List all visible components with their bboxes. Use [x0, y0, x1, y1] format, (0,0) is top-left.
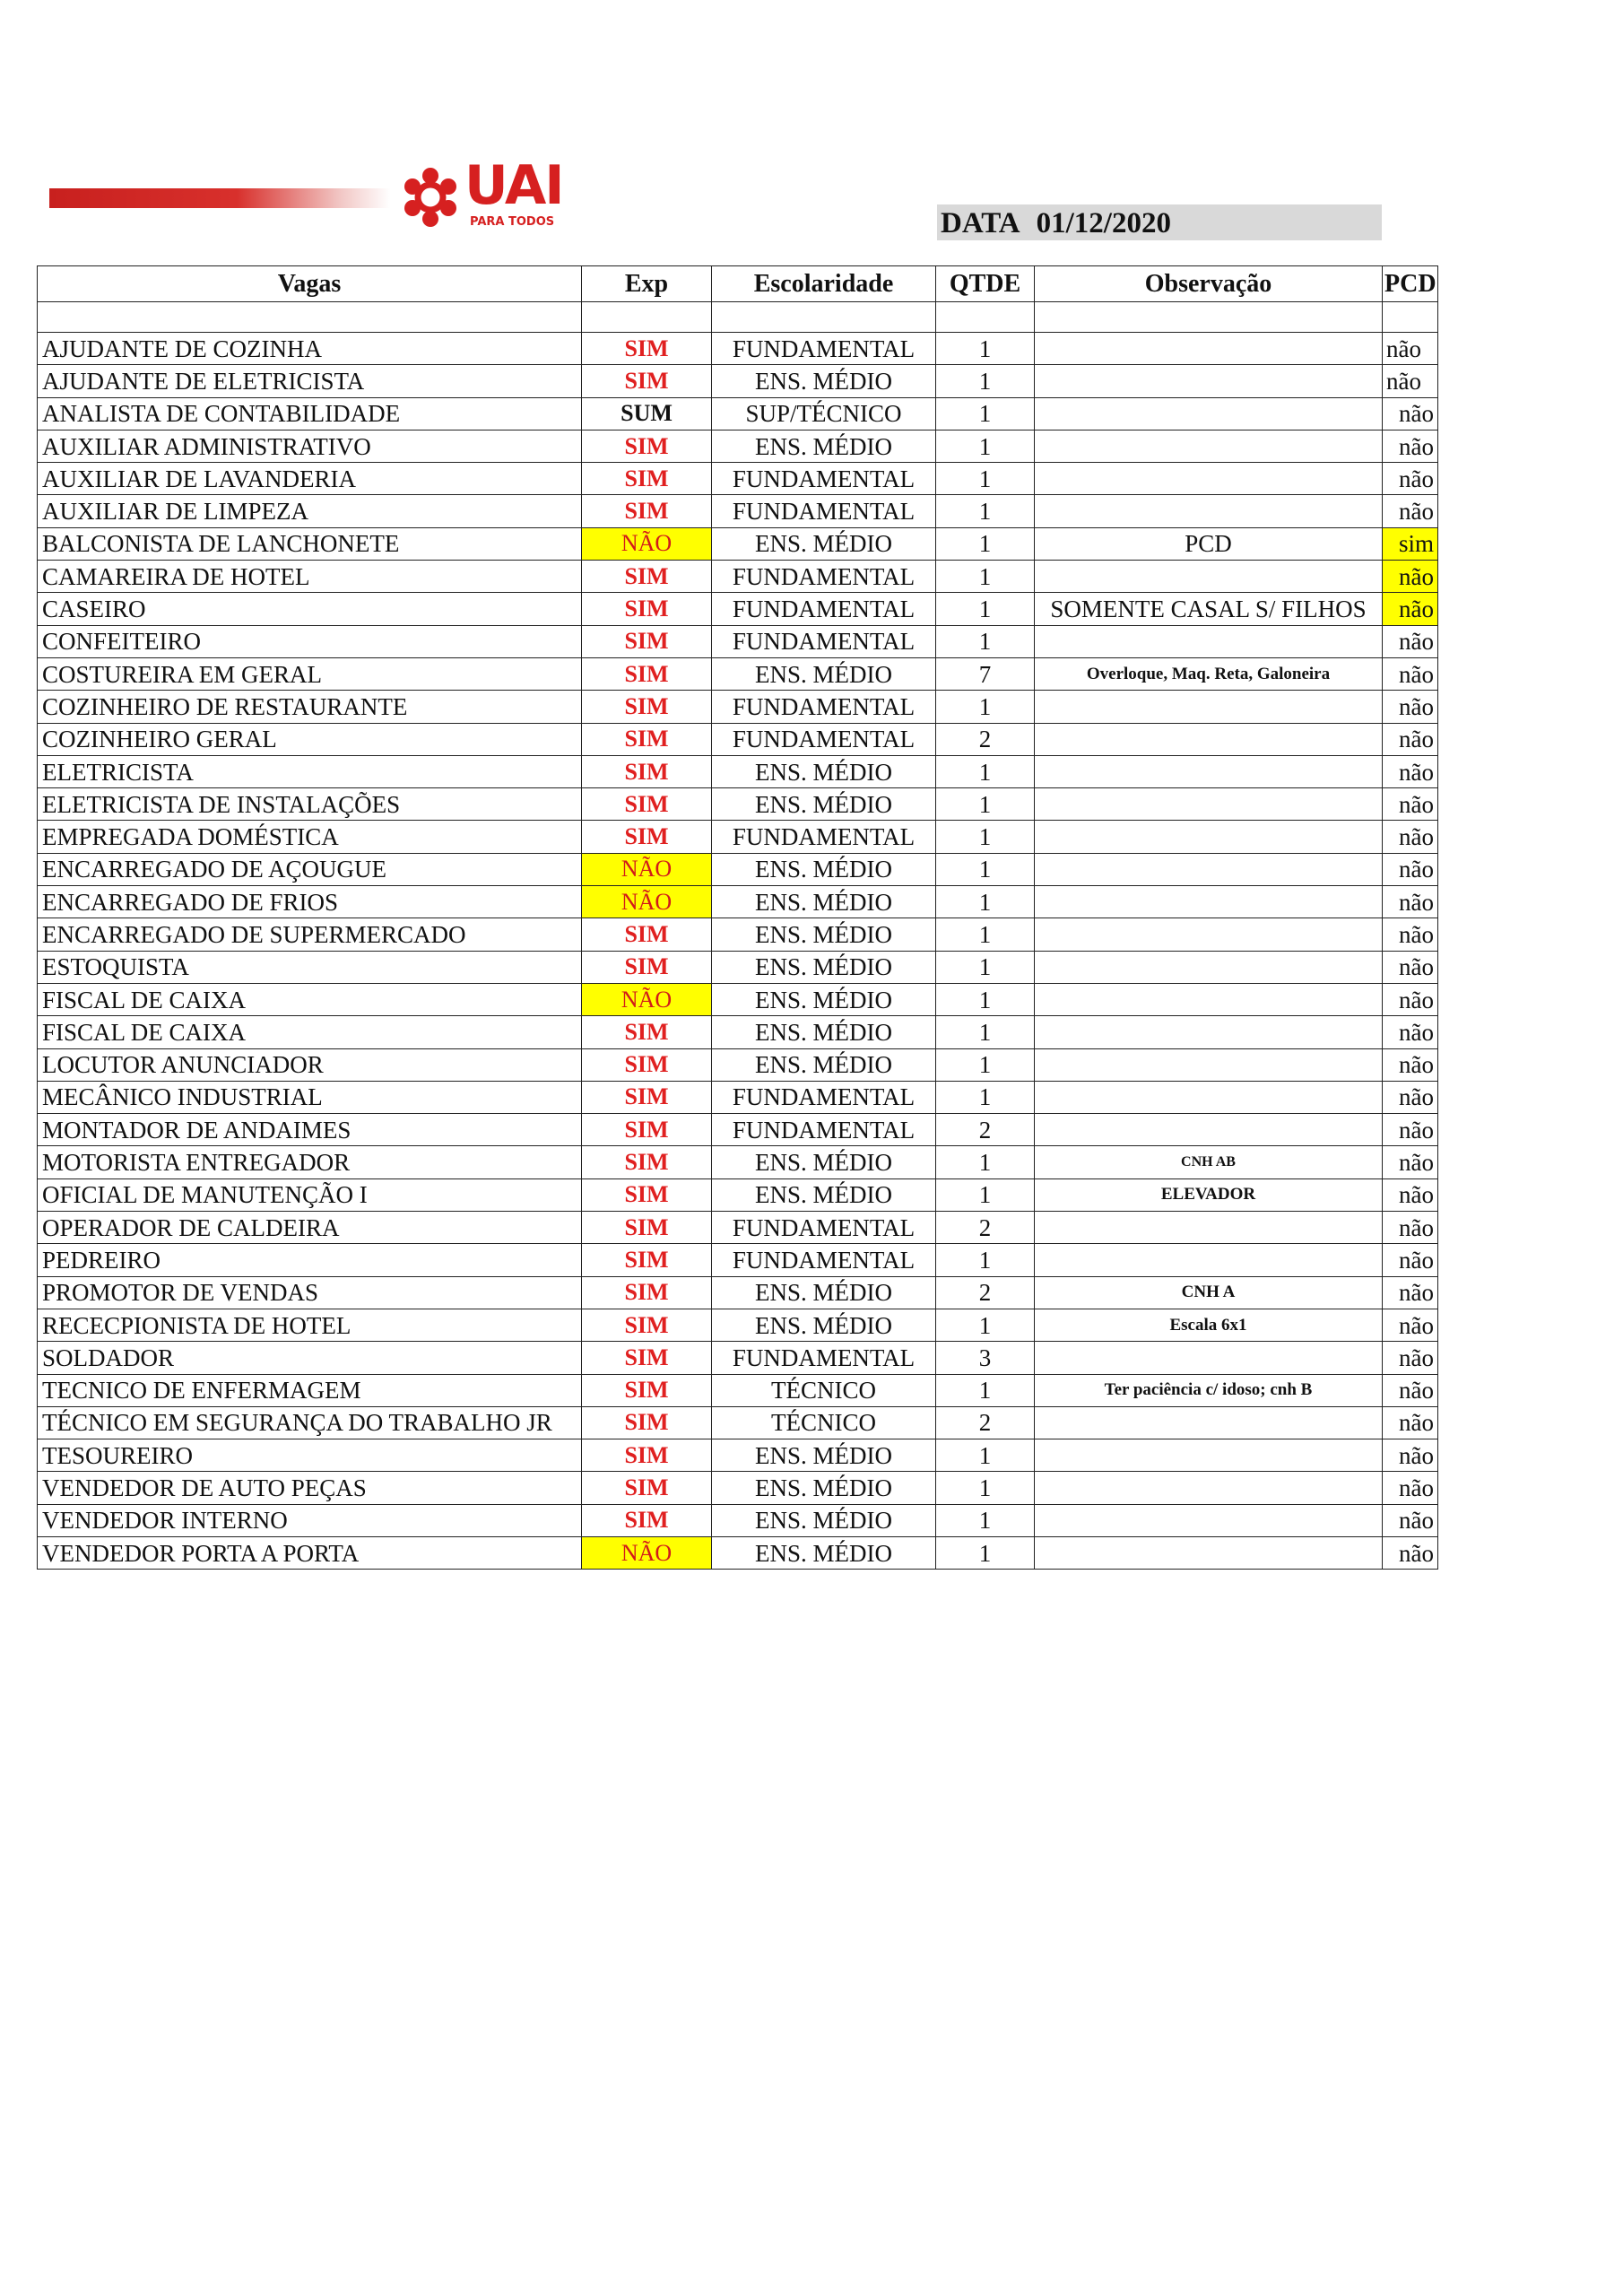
cell-escolaridade: ENS. MÉDIO	[712, 1276, 936, 1309]
table-row	[38, 1472, 1438, 1504]
cell-escolaridade: ENS. MÉDIO	[712, 1472, 936, 1504]
cell-escolaridade: FUNDAMENTAL	[712, 1114, 936, 1146]
empty-cell	[1383, 302, 1438, 333]
table-row	[38, 495, 1438, 527]
cell-escolaridade: ENS. MÉDIO	[712, 951, 936, 983]
cell-escolaridade: ENS. MÉDIO	[712, 983, 936, 1015]
table-row	[38, 1146, 1438, 1178]
cell-exp: SIM	[582, 593, 712, 625]
table-body	[38, 302, 1438, 1570]
cell-exp: SIM	[582, 1504, 712, 1536]
cell-qtde: 1	[936, 1016, 1035, 1048]
cell-vaga: ELETRICISTA DE INSTALAÇÕES	[38, 788, 582, 821]
cell-observacao	[1035, 1081, 1383, 1113]
cell-escolaridade: FUNDAMENTAL	[712, 1212, 936, 1244]
table-row	[38, 723, 1438, 755]
empty-cell	[38, 302, 582, 333]
table-row	[38, 333, 1438, 365]
cell-vaga: SOLDADOR	[38, 1342, 582, 1374]
cell-pcd: não	[1383, 1536, 1438, 1569]
cell-observacao: CNH AB	[1035, 1146, 1383, 1178]
cell-exp: NÃO	[582, 886, 712, 918]
cell-observacao	[1035, 983, 1383, 1015]
cell-vaga: COZINHEIRO DE RESTAURANTE	[38, 691, 582, 723]
cell-escolaridade: ENS. MÉDIO	[712, 1504, 936, 1536]
cell-pcd: não	[1383, 593, 1438, 625]
table-row	[38, 1178, 1438, 1211]
cell-pcd: não	[1383, 1406, 1438, 1439]
table-row	[38, 1276, 1438, 1309]
cell-qtde: 1	[936, 1178, 1035, 1211]
cell-exp: SIM	[582, 1244, 712, 1276]
cell-exp: SIM	[582, 333, 712, 365]
cell-escolaridade: FUNDAMENTAL	[712, 625, 936, 657]
cell-pcd: não	[1383, 333, 1438, 365]
cell-exp: SIM	[582, 723, 712, 755]
uai-logo	[395, 154, 574, 240]
cell-exp: SIM	[582, 1212, 712, 1244]
cell-vaga: ANALISTA DE CONTABILIDADE	[38, 397, 582, 430]
cell-qtde: 2	[936, 1276, 1035, 1309]
cell-vaga: COZINHEIRO GERAL	[38, 723, 582, 755]
cell-qtde: 1	[936, 625, 1035, 657]
column-header-vagas: Vagas	[38, 266, 582, 302]
cell-escolaridade: FUNDAMENTAL	[712, 495, 936, 527]
column-header-exp: Exp	[582, 266, 712, 302]
cell-exp: SIM	[582, 951, 712, 983]
cell-pcd: não	[1383, 1244, 1438, 1276]
cell-escolaridade: FUNDAMENTAL	[712, 821, 936, 853]
cell-qtde: 2	[936, 723, 1035, 755]
cell-observacao	[1035, 788, 1383, 821]
cell-qtde: 1	[936, 691, 1035, 723]
cell-pcd: não	[1383, 1146, 1438, 1178]
cell-vaga: ENCARREGADO DE FRIOS	[38, 886, 582, 918]
cell-pcd: não	[1383, 853, 1438, 885]
date-label: DATA	[941, 207, 1020, 239]
table-row	[38, 1114, 1438, 1146]
cell-qtde: 7	[936, 657, 1035, 690]
cell-escolaridade: FUNDAMENTAL	[712, 691, 936, 723]
column-header-qtde: QTDE	[936, 266, 1035, 302]
cell-exp: SIM	[582, 1016, 712, 1048]
cell-pcd: não	[1383, 1504, 1438, 1536]
table-header-row	[38, 266, 1438, 302]
cell-vaga: EMPREGADA DOMÉSTICA	[38, 821, 582, 853]
cell-observacao	[1035, 495, 1383, 527]
cell-escolaridade: ENS. MÉDIO	[712, 853, 936, 885]
cell-vaga: LOCUTOR ANUNCIADOR	[38, 1048, 582, 1081]
cell-vaga: CONFEITEIRO	[38, 625, 582, 657]
cell-pcd: não	[1383, 430, 1438, 462]
logo-tagline: PARA TODOS	[470, 215, 555, 229]
cell-qtde: 1	[936, 886, 1035, 918]
cell-vaga: FISCAL DE CAIXA	[38, 1016, 582, 1048]
cell-pcd: não	[1383, 1114, 1438, 1146]
cell-qtde: 1	[936, 463, 1035, 495]
cell-vaga: MECÂNICO INDUSTRIAL	[38, 1081, 582, 1113]
table-row	[38, 1016, 1438, 1048]
empty-cell	[712, 302, 936, 333]
cell-vaga: AJUDANTE DE COZINHA	[38, 333, 582, 365]
cell-observacao	[1035, 625, 1383, 657]
cell-exp: SIM	[582, 1114, 712, 1146]
cell-observacao	[1035, 365, 1383, 397]
cell-escolaridade: ENS. MÉDIO	[712, 1439, 936, 1472]
cell-qtde: 1	[936, 1048, 1035, 1081]
cell-qtde: 1	[936, 397, 1035, 430]
cell-vaga: ENCARREGADO DE SUPERMERCADO	[38, 918, 582, 951]
logo-wordmark: UAI	[464, 154, 563, 217]
table-row	[38, 821, 1438, 853]
cell-pcd: não	[1383, 463, 1438, 495]
cell-pcd: não	[1383, 886, 1438, 918]
cell-escolaridade: FUNDAMENTAL	[712, 593, 936, 625]
cell-vaga: MOTORISTA ENTREGADOR	[38, 1146, 582, 1178]
cell-exp: SIM	[582, 1048, 712, 1081]
cell-qtde: 1	[936, 495, 1035, 527]
table-row	[38, 1536, 1438, 1569]
cell-qtde: 2	[936, 1212, 1035, 1244]
cell-observacao	[1035, 397, 1383, 430]
cell-vaga: COSTUREIRA EM GERAL	[38, 657, 582, 690]
cell-vaga: VENDEDOR INTERNO	[38, 1504, 582, 1536]
cell-vaga: RECECPIONISTA DE HOTEL	[38, 1309, 582, 1341]
cell-vaga: TÉCNICO EM SEGURANÇA DO TRABALHO JR	[38, 1406, 582, 1439]
table-row	[38, 527, 1438, 560]
cell-escolaridade: ENS. MÉDIO	[712, 1309, 936, 1341]
cell-exp: SIM	[582, 430, 712, 462]
cell-exp: SIM	[582, 821, 712, 853]
cell-escolaridade: ENS. MÉDIO	[712, 788, 936, 821]
cell-exp: SIM	[582, 788, 712, 821]
cell-exp: SIM	[582, 495, 712, 527]
date-box	[937, 204, 1382, 240]
cell-qtde: 1	[936, 333, 1035, 365]
table-row	[38, 918, 1438, 951]
cell-exp: SIM	[582, 657, 712, 690]
cell-exp: NÃO	[582, 853, 712, 885]
cell-observacao	[1035, 1536, 1383, 1569]
table-row	[38, 951, 1438, 983]
cell-observacao	[1035, 1406, 1383, 1439]
cell-pcd: não	[1383, 397, 1438, 430]
cell-vaga: ELETRICISTA	[38, 755, 582, 787]
cell-escolaridade: ENS. MÉDIO	[712, 1146, 936, 1178]
cell-vaga: AUXILIAR ADMINISTRATIVO	[38, 430, 582, 462]
cell-vaga: PEDREIRO	[38, 1244, 582, 1276]
cell-pcd: não	[1383, 1374, 1438, 1406]
cell-exp: NÃO	[582, 527, 712, 560]
cell-vaga: TESOUREIRO	[38, 1439, 582, 1472]
cell-observacao	[1035, 886, 1383, 918]
table-row	[38, 365, 1438, 397]
cell-qtde: 1	[936, 1439, 1035, 1472]
cell-escolaridade: FUNDAMENTAL	[712, 723, 936, 755]
cell-observacao: Escala 6x1	[1035, 1309, 1383, 1341]
cell-vaga: CAMAREIRA DE HOTEL	[38, 561, 582, 593]
cell-observacao	[1035, 1439, 1383, 1472]
table-row	[38, 657, 1438, 690]
cell-observacao: Ter paciência c/ idoso; cnh B	[1035, 1374, 1383, 1406]
cell-qtde: 1	[936, 821, 1035, 853]
table-row	[38, 1309, 1438, 1341]
cell-vaga: AUXILIAR DE LIMPEZA	[38, 495, 582, 527]
cell-exp: SIM	[582, 691, 712, 723]
cell-qtde: 1	[936, 788, 1035, 821]
empty-cell	[936, 302, 1035, 333]
table-row	[38, 1212, 1438, 1244]
cell-observacao	[1035, 1342, 1383, 1374]
cell-escolaridade: FUNDAMENTAL	[712, 561, 936, 593]
cell-escolaridade: ENS. MÉDIO	[712, 365, 936, 397]
cell-observacao: PCD	[1035, 527, 1383, 560]
empty-cell	[582, 302, 712, 333]
cell-escolaridade: FUNDAMENTAL	[712, 1342, 936, 1374]
cell-pcd: não	[1383, 1276, 1438, 1309]
cell-qtde: 1	[936, 1081, 1035, 1113]
cell-qtde: 1	[936, 1146, 1035, 1178]
cell-qtde: 1	[936, 1504, 1035, 1536]
cell-pcd: não	[1383, 951, 1438, 983]
cell-escolaridade: ENS. MÉDIO	[712, 1178, 936, 1211]
table-row	[38, 1081, 1438, 1113]
cell-exp: SIM	[582, 1439, 712, 1472]
cell-pcd: não	[1383, 1048, 1438, 1081]
column-header-observacao: Observação	[1035, 266, 1383, 302]
cell-exp: SUM	[582, 397, 712, 430]
cell-escolaridade: ENS. MÉDIO	[712, 1048, 936, 1081]
cell-observacao	[1035, 951, 1383, 983]
cell-qtde: 1	[936, 1374, 1035, 1406]
table-row	[38, 625, 1438, 657]
cell-exp: SIM	[582, 1472, 712, 1504]
table-row	[38, 1406, 1438, 1439]
cell-pcd: não	[1383, 1212, 1438, 1244]
cell-observacao	[1035, 691, 1383, 723]
cell-escolaridade: ENS. MÉDIO	[712, 430, 936, 462]
empty-cell	[1035, 302, 1383, 333]
cell-vaga: AJUDANTE DE ELETRICISTA	[38, 365, 582, 397]
cell-exp: SIM	[582, 561, 712, 593]
cell-observacao: Overloque, Maq. Reta, Galoneira	[1035, 657, 1383, 690]
cell-qtde: 1	[936, 561, 1035, 593]
cell-vaga: TECNICO DE ENFERMAGEM	[38, 1374, 582, 1406]
table-row	[38, 463, 1438, 495]
table-row	[38, 1504, 1438, 1536]
cell-qtde: 1	[936, 1309, 1035, 1341]
cell-pcd: não	[1383, 495, 1438, 527]
cell-escolaridade: ENS. MÉDIO	[712, 1536, 936, 1569]
cell-qtde: 1	[936, 1472, 1035, 1504]
cell-exp: NÃO	[582, 1536, 712, 1569]
cell-exp: SIM	[582, 1406, 712, 1439]
cell-observacao	[1035, 430, 1383, 462]
cell-pcd: não	[1383, 365, 1438, 397]
cell-escolaridade: FUNDAMENTAL	[712, 463, 936, 495]
cell-pcd: não	[1383, 691, 1438, 723]
uai-logo-icon	[395, 160, 466, 240]
header-accent-bar	[49, 188, 390, 208]
cell-vaga: BALCONISTA DE LANCHONETE	[38, 527, 582, 560]
cell-observacao	[1035, 1504, 1383, 1536]
blank-row	[38, 302, 1438, 333]
cell-observacao	[1035, 463, 1383, 495]
cell-observacao	[1035, 853, 1383, 885]
column-header-escolaridade: Escolaridade	[712, 266, 936, 302]
vagas-table	[37, 265, 1438, 1570]
cell-vaga: FISCAL DE CAIXA	[38, 983, 582, 1015]
cell-observacao	[1035, 821, 1383, 853]
cell-pcd: não	[1383, 788, 1438, 821]
table-row	[38, 1342, 1438, 1374]
cell-qtde: 1	[936, 430, 1035, 462]
cell-qtde: 1	[936, 1536, 1035, 1569]
cell-pcd: não	[1383, 918, 1438, 951]
cell-observacao	[1035, 755, 1383, 787]
cell-escolaridade: ENS. MÉDIO	[712, 886, 936, 918]
cell-observacao	[1035, 1048, 1383, 1081]
cell-exp: SIM	[582, 1342, 712, 1374]
table-row	[38, 1048, 1438, 1081]
cell-exp: SIM	[582, 625, 712, 657]
table-row	[38, 755, 1438, 787]
cell-observacao	[1035, 1212, 1383, 1244]
cell-observacao	[1035, 1016, 1383, 1048]
cell-escolaridade: SUP/TÉCNICO	[712, 397, 936, 430]
column-header-pcd: PCD	[1383, 266, 1438, 302]
cell-observacao: SOMENTE CASAL S/ FILHOS	[1035, 593, 1383, 625]
cell-vaga: CASEIRO	[38, 593, 582, 625]
cell-pcd: não	[1383, 723, 1438, 755]
cell-observacao	[1035, 1114, 1383, 1146]
cell-observacao	[1035, 561, 1383, 593]
cell-qtde: 1	[936, 983, 1035, 1015]
cell-qtde: 1	[936, 527, 1035, 560]
cell-qtde: 1	[936, 593, 1035, 625]
cell-exp: SIM	[582, 1374, 712, 1406]
cell-exp: NÃO	[582, 983, 712, 1015]
cell-qtde: 2	[936, 1406, 1035, 1439]
cell-escolaridade: FUNDAMENTAL	[712, 333, 936, 365]
cell-escolaridade: FUNDAMENTAL	[712, 1081, 936, 1113]
table-row	[38, 691, 1438, 723]
cell-vaga: ENCARREGADO DE AÇOUGUE	[38, 853, 582, 885]
cell-vaga: OFICIAL DE MANUTENÇÃO I	[38, 1178, 582, 1211]
table-row	[38, 1244, 1438, 1276]
cell-vaga: ESTOQUISTA	[38, 951, 582, 983]
cell-exp: SIM	[582, 918, 712, 951]
table-row	[38, 430, 1438, 462]
table-row	[38, 886, 1438, 918]
table-row	[38, 561, 1438, 593]
table-row	[38, 397, 1438, 430]
cell-exp: SIM	[582, 755, 712, 787]
cell-exp: SIM	[582, 1276, 712, 1309]
cell-qtde: 1	[936, 365, 1035, 397]
cell-exp: SIM	[582, 1081, 712, 1113]
cell-vaga: AUXILIAR DE LAVANDERIA	[38, 463, 582, 495]
cell-qtde: 1	[936, 755, 1035, 787]
cell-observacao	[1035, 1472, 1383, 1504]
cell-pcd: não	[1383, 1081, 1438, 1113]
cell-observacao	[1035, 333, 1383, 365]
date-value: 01/12/2020	[1036, 207, 1171, 239]
cell-pcd: não	[1383, 1472, 1438, 1504]
cell-escolaridade: TÉCNICO	[712, 1406, 936, 1439]
cell-escolaridade: FUNDAMENTAL	[712, 1244, 936, 1276]
cell-exp: SIM	[582, 365, 712, 397]
table-row	[38, 593, 1438, 625]
cell-pcd: não	[1383, 821, 1438, 853]
cell-qtde: 1	[936, 918, 1035, 951]
cell-exp: SIM	[582, 463, 712, 495]
cell-escolaridade: ENS. MÉDIO	[712, 1016, 936, 1048]
cell-qtde: 1	[936, 853, 1035, 885]
cell-exp: SIM	[582, 1146, 712, 1178]
cell-vaga: PROMOTOR DE VENDAS	[38, 1276, 582, 1309]
cell-escolaridade: ENS. MÉDIO	[712, 918, 936, 951]
cell-pcd: não	[1383, 1342, 1438, 1374]
cell-observacao	[1035, 1244, 1383, 1276]
cell-observacao	[1035, 918, 1383, 951]
cell-exp: SIM	[582, 1178, 712, 1211]
cell-observacao: CNH A	[1035, 1276, 1383, 1309]
cell-vaga: VENDEDOR PORTA A PORTA	[38, 1536, 582, 1569]
cell-qtde: 2	[936, 1114, 1035, 1146]
table-row	[38, 1439, 1438, 1472]
cell-pcd: não	[1383, 657, 1438, 690]
cell-pcd: sim	[1383, 527, 1438, 560]
table-row	[38, 983, 1438, 1015]
cell-qtde: 1	[936, 951, 1035, 983]
cell-observacao	[1035, 723, 1383, 755]
cell-escolaridade: TÉCNICO	[712, 1374, 936, 1406]
table-row	[38, 853, 1438, 885]
cell-pcd: não	[1383, 625, 1438, 657]
cell-vaga: VENDEDOR DE AUTO PEÇAS	[38, 1472, 582, 1504]
cell-pcd: não	[1383, 755, 1438, 787]
cell-vaga: OPERADOR DE CALDEIRA	[38, 1212, 582, 1244]
cell-pcd: não	[1383, 1439, 1438, 1472]
cell-vaga: MONTADOR DE ANDAIMES	[38, 1114, 582, 1146]
table-row	[38, 1374, 1438, 1406]
table-row	[38, 788, 1438, 821]
cell-escolaridade: ENS. MÉDIO	[712, 755, 936, 787]
cell-qtde: 1	[936, 1244, 1035, 1276]
cell-escolaridade: ENS. MÉDIO	[712, 657, 936, 690]
cell-escolaridade: ENS. MÉDIO	[712, 527, 936, 560]
cell-pcd: não	[1383, 561, 1438, 593]
cell-exp: SIM	[582, 1309, 712, 1341]
cell-observacao: ELEVADOR	[1035, 1178, 1383, 1211]
cell-pcd: não	[1383, 1309, 1438, 1341]
cell-pcd: não	[1383, 1178, 1438, 1211]
cell-qtde: 3	[936, 1342, 1035, 1374]
cell-pcd: não	[1383, 1016, 1438, 1048]
cell-pcd: não	[1383, 983, 1438, 1015]
